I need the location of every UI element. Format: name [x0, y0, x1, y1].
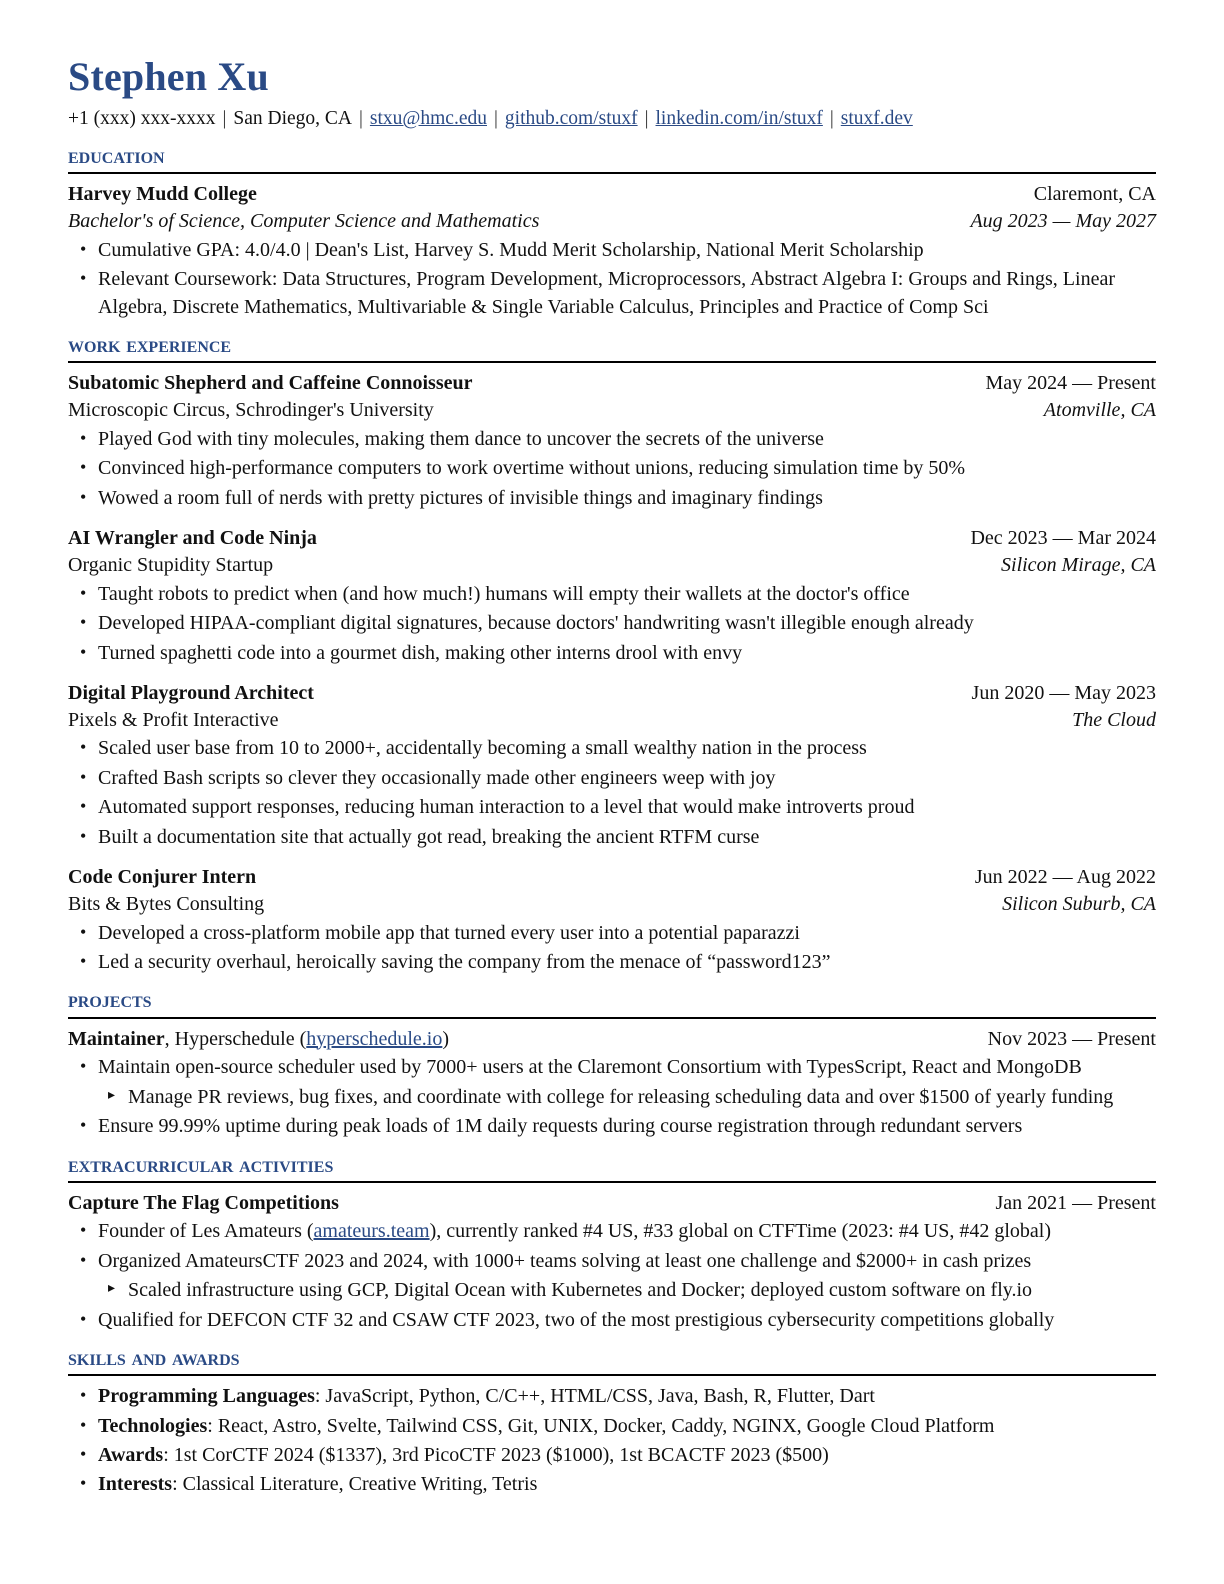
section-heading: work experience — [68, 332, 232, 358]
skill-category-values: : JavaScript, Python, C/C++, HTML/CSS, Java, Bash, R, Flutter, Dart — [314, 1385, 875, 1408]
section-divider — [68, 361, 1156, 363]
skill-category-label: Programming Languages — [98, 1385, 315, 1408]
page-title: Stephen Xu — [68, 54, 269, 99]
bullet-item — [68, 1413, 1156, 1440]
contact-separator: | — [829, 108, 834, 129]
bullet-text: Developed a cross-platform mobile app that turned every user into a potential paparazzi — [98, 921, 800, 944]
bullet-item — [68, 426, 1156, 453]
bullet-text: Ensure 99.99% uptime during peak loads of 1M daily requests during course registration through redundant servers — [98, 1115, 1023, 1138]
entry-primary-row — [68, 370, 1156, 397]
bullet-text: Built a documentation site that actually got read, breaking the ancient RTFM curse — [98, 825, 760, 848]
entry-date: Nov 2023 — Present — [987, 1027, 1156, 1050]
resume-section — [68, 1153, 1156, 1335]
bullet-item — [68, 1218, 1156, 1245]
section-divider — [68, 1181, 1156, 1183]
resume-header — [68, 54, 1156, 132]
contact-link[interactable]: github.com/stuxf — [504, 108, 638, 129]
entry-location: Atomville, CA — [1043, 399, 1156, 422]
entry-primary-row — [68, 181, 1156, 208]
bullet-item — [68, 1113, 1156, 1140]
entry-subtitle: Microscopic Circus, Schrodinger's University — [68, 399, 434, 422]
bullet-item — [68, 1307, 1156, 1334]
entry-secondary-row — [68, 397, 1156, 424]
contact-link[interactable]: linkedin.com/in/stuxf — [655, 108, 823, 129]
entry-secondary-row — [68, 208, 1156, 235]
skill-category-values: : 1st CorCTF 2024 ($1337), 3rd PicoCTF 2023 ($1000), 1st BCACTF 2023 ($500) — [163, 1443, 829, 1466]
resume-entry — [68, 680, 1156, 851]
entry-secondary-row — [68, 891, 1156, 918]
bullet-list — [68, 1218, 1156, 1334]
skill-category-values: : React, Astro, Svelte, Tailwind CSS, Git, UNIX, Docker, Caddy, NGINX, Google Cloud Platform — [207, 1414, 995, 1437]
resume-entry — [68, 864, 1156, 976]
section-heading: education — [68, 143, 165, 169]
resume-entry — [68, 1190, 1156, 1334]
bullet-text: Played God with tiny molecules, making them dance to uncover the secrets of the universe — [98, 427, 824, 450]
bullet-text: Qualified for DEFCON CTF 32 and CSAW CTF 2023, two of the most prestigious cybersecurity competitions globally — [98, 1308, 1055, 1331]
bullet-item — [68, 610, 1156, 637]
bullet-item — [68, 920, 1156, 947]
bullet-text: Crafted Bash scripts so clever they occasionally made other engineers weep with joy — [98, 766, 776, 789]
resume-sections — [68, 144, 1156, 1498]
bullet-list — [68, 426, 1156, 512]
entry-primary-row — [68, 680, 1156, 707]
entry-secondary-row — [68, 707, 1156, 734]
bullet-item — [68, 1442, 1156, 1469]
entry-title: AI Wrangler and Code Ninja — [68, 527, 317, 550]
bullet-item — [68, 581, 1156, 608]
bullet-text: Led a security overhaul, heroically saving the company from the menace of “password123” — [98, 951, 831, 974]
entry-date: Jun 2020 — May 2023 — [971, 681, 1156, 704]
contact-separator: | — [494, 108, 498, 129]
bullet-list — [68, 237, 1156, 321]
resume-entry — [68, 370, 1156, 512]
entry-primary-row — [68, 1190, 1156, 1217]
contact-separator: | — [359, 108, 363, 129]
entry-location: Silicon Suburb, CA — [1002, 892, 1156, 915]
entry-location: Silicon Mirage, CA — [1001, 553, 1156, 576]
bullet-item — [68, 640, 1156, 667]
section-divider — [68, 172, 1156, 174]
bullet-item — [68, 1383, 1156, 1410]
skill-category-label: Awards — [98, 1443, 164, 1466]
bullet-text: Developed HIPAA-compliant digital signatures, because doctors' handwriting wasn't illegible enough already — [98, 612, 974, 635]
bullet-item — [68, 485, 1156, 512]
bullet-text: Convinced high-performance computers to work overtime without unions, reducing simulation time by 50% — [98, 457, 966, 480]
entry-title: Harvey Mudd College — [68, 183, 257, 206]
bullet-text: Turned spaghetti code into a gourmet dish, making other interns drool with envy — [98, 641, 743, 664]
entry-secondary-row — [68, 552, 1156, 579]
resume-section — [68, 333, 1156, 976]
bullet-item — [68, 735, 1156, 762]
sub-bullet-list — [98, 1084, 1156, 1111]
skill-category-label: Technologies — [98, 1414, 208, 1437]
contact-link[interactable]: stxu@hmc.edu — [369, 108, 487, 129]
skill-category-values: : Classical Literature, Creative Writing, Tetris — [172, 1473, 538, 1496]
sub-bullet-item — [98, 1084, 1156, 1111]
sub-bullet-list — [98, 1277, 1156, 1304]
bullet-text: Taught robots to predict when (and how much!) humans will empty their wallets at the doctor's office — [98, 582, 910, 605]
entry-subtitle: Bachelor's of Science, Computer Science and Mathematics — [68, 210, 540, 233]
resume-section — [68, 1346, 1156, 1499]
sub-bullet-text: Scaled infrastructure using GCP, Digital Ocean with Kubernetes and Docker; deployed custom software on fly.io — [128, 1279, 1033, 1302]
bullet-item — [68, 949, 1156, 976]
entry-primary-row — [68, 1026, 1156, 1053]
contact-separator: | — [222, 108, 227, 129]
contact-link[interactable]: stuxf.dev — [840, 108, 913, 129]
resume-section — [68, 144, 1156, 321]
bullet-list — [68, 920, 1156, 977]
entry-date: Jan 2021 — Present — [995, 1191, 1156, 1214]
entry-title — [68, 1026, 449, 1053]
entry-title: Subatomic Shepherd and Caffeine Connoisseur — [68, 372, 473, 395]
entry-title: Capture The Flag Competitions — [68, 1191, 339, 1214]
bullet-text: Maintain open-source scheduler used by 7000+ users at the Claremont Consortium with TypesScript, React and MongoDB — [98, 1056, 1082, 1079]
entry-title: Digital Playground Architect — [68, 681, 314, 704]
resume-entry — [68, 1383, 1156, 1499]
bullet-item — [68, 455, 1156, 482]
bullet-text: Relevant Coursework: Data Structures, Program Development, Microprocessors, Abstract Algebra I: Groups and Rings, Linear Algebra, Discrete Mathematics, Multivariable & Single Variable Calculus, Principles and Practice of Comp Sci — [98, 268, 1115, 318]
entry-subtitle: Organic Stupidity Startup — [68, 553, 274, 576]
bullet-item — [68, 824, 1156, 851]
entry-title-bold: Maintainer — [68, 1027, 165, 1050]
contact-line — [68, 106, 1156, 132]
entry-subtitle: Bits & Bytes Consulting — [68, 892, 265, 915]
entry-location: Aug 2023 — May 2027 — [970, 210, 1156, 233]
resume-entry — [68, 1026, 1156, 1141]
bullet-item — [68, 237, 1156, 264]
entry-title-text: ) — [442, 1027, 450, 1050]
entry-title-link[interactable]: hyperschedule.io — [306, 1027, 443, 1050]
section-divider — [68, 1017, 1156, 1019]
sub-bullet-item — [98, 1277, 1156, 1304]
bullet-item — [68, 1054, 1156, 1111]
entry-primary-row — [68, 864, 1156, 891]
entry-location: The Cloud — [1072, 708, 1156, 731]
resume-entry — [68, 525, 1156, 667]
contact-separator: | — [644, 108, 649, 129]
resume-section — [68, 988, 1156, 1140]
skill-category-label: Interests — [98, 1473, 173, 1496]
bullet-text: Cumulative GPA: 4.0/4.0 | Dean's List, Harvey S. Mudd Merit Scholarship, National Merit Scholarship — [98, 239, 924, 262]
bullet-item — [68, 1248, 1156, 1305]
entry-date: Dec 2023 — Mar 2024 — [970, 527, 1156, 550]
bullet-text: Scaled user base from 10 to 2000+, accidentally becoming a small wealthy nation in the process — [98, 737, 867, 760]
bullet-text: ), currently ranked #4 US, #33 global on CTFTime (2023: #4 US, #42 global) — [429, 1220, 1052, 1243]
entry-primary-row — [68, 525, 1156, 552]
bullet-list — [68, 581, 1156, 667]
bullet-text: Founder of Les Amateurs ( — [98, 1220, 314, 1243]
bullet-list — [68, 735, 1156, 851]
section-heading: projects — [68, 987, 152, 1013]
entry-title: Code Conjurer Intern — [68, 866, 257, 889]
entry-title-text: , Hyperschedule ( — [164, 1027, 307, 1050]
resume-entry — [68, 181, 1156, 321]
entry-date: May 2024 — Present — [985, 372, 1156, 395]
entry-subtitle: Pixels & Profit Interactive — [68, 708, 279, 731]
section-heading: skills and awards — [68, 1345, 240, 1371]
sub-bullet-text: Manage PR reviews, bug fixes, and coordinate with college for releasing scheduling data and over $1500 of yearly funding — [128, 1085, 1114, 1108]
entry-date: Jun 2022 — Aug 2022 — [974, 866, 1156, 889]
bullet-list — [68, 1383, 1156, 1499]
section-heading: extracurricular activities — [68, 1151, 334, 1177]
bullet-item — [68, 1471, 1156, 1498]
bullet-item — [68, 794, 1156, 821]
bullet-text: Organized AmateursCTF 2023 and 2024, with 1000+ teams solving at least one challenge and $2000+ in cash prizes — [98, 1249, 1032, 1272]
bullet-item — [68, 765, 1156, 792]
bullet-link[interactable]: amateurs.team — [313, 1220, 430, 1243]
contact-item: +1 (xxx) xxx-xxxx — [68, 108, 216, 129]
bullet-list — [68, 1054, 1156, 1140]
section-divider — [68, 1374, 1156, 1376]
contact-item: San Diego, CA — [233, 108, 353, 129]
bullet-text: Wowed a room full of nerds with pretty pictures of invisible things and imaginary findings — [98, 486, 823, 509]
entry-date: Claremont, CA — [1033, 183, 1156, 206]
bullet-text: Automated support responses, reducing human interaction to a level that would make introverts proud — [98, 796, 915, 819]
bullet-item — [68, 266, 1156, 321]
